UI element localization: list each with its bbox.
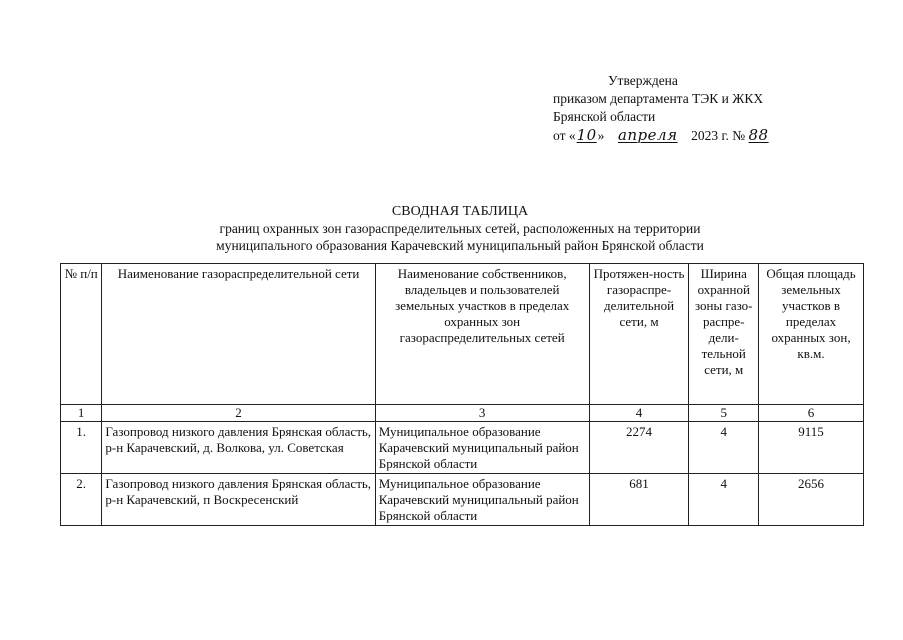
table-row xyxy=(61,422,864,474)
table-row xyxy=(61,474,864,526)
handwritten-month: апреля xyxy=(617,126,678,144)
summary-table xyxy=(60,263,864,526)
approval-order: приказом департамента ТЭК и ЖКХ xyxy=(553,91,764,106)
approval-date-line xyxy=(553,126,853,145)
column-number: 6 xyxy=(759,405,864,422)
header-network-name: Наименование газораспределительной сети xyxy=(102,264,375,405)
column-number-row xyxy=(61,405,864,422)
header-total-area: Общая площадь земельных участков в пределах охранных зон, кв.м. xyxy=(759,264,864,405)
title-main: СВОДНАЯ ТАБЛИЦА xyxy=(391,204,529,219)
row-number: 1. xyxy=(61,422,102,474)
owner-cell: Муниципальное образование Карачевский муниципальный район Брянской области xyxy=(375,474,589,526)
handwritten-day: 10 xyxy=(576,126,597,144)
title-line-2: границ охранных зон газораспределительных сетей, расположенных на территории xyxy=(219,221,701,236)
document-title xyxy=(100,203,820,254)
column-number: 2 xyxy=(102,405,375,422)
area-cell: 9115 xyxy=(759,422,864,474)
column-number: 3 xyxy=(375,405,589,422)
column-number: 4 xyxy=(589,405,689,422)
network-name-cell: Газопровод низкого давления Брянская область, р-н Карачевский, п Воскресенский xyxy=(102,474,375,526)
area-cell: 2656 xyxy=(759,474,864,526)
number-prefix: № xyxy=(732,128,746,143)
date-mid: » xyxy=(597,128,605,143)
header-length: Протяжен-ность газораспре-делительной сети, м xyxy=(589,264,689,405)
header-number: № п/п xyxy=(61,264,102,405)
column-number: 5 xyxy=(689,405,759,422)
date-prefix: от « xyxy=(553,128,576,143)
length-cell: 2274 xyxy=(589,422,689,474)
approval-block xyxy=(553,72,853,145)
zone-width-cell: 4 xyxy=(689,474,759,526)
column-number: 1 xyxy=(61,405,102,422)
zone-width-cell: 4 xyxy=(689,422,759,474)
owner-cell: Муниципальное образование Карачевский муниципальный район Брянской области xyxy=(375,422,589,474)
header-owners: Наименование собственников, владельцев и пользователей земельных участков в пределах охранных зон газораспределительных сетей xyxy=(375,264,589,405)
approval-heading: Утверждена xyxy=(608,73,678,88)
date-year: 2023 г. xyxy=(691,128,729,143)
table-header-row xyxy=(61,264,864,405)
row-number: 2. xyxy=(61,474,102,526)
approval-region: Брянской области xyxy=(553,109,656,124)
length-cell: 681 xyxy=(589,474,689,526)
title-line-3: муниципального образования Карачевский муниципальный район Брянской области xyxy=(216,238,704,253)
network-name-cell: Газопровод низкого давления Брянская область, р-н Карачевский, д. Волкова, ул. Советская xyxy=(102,422,375,474)
handwritten-order-number: 88 xyxy=(748,126,769,144)
header-zone-width: Ширина охранной зоны газо-распре-дели-тельной сети, м xyxy=(689,264,759,405)
